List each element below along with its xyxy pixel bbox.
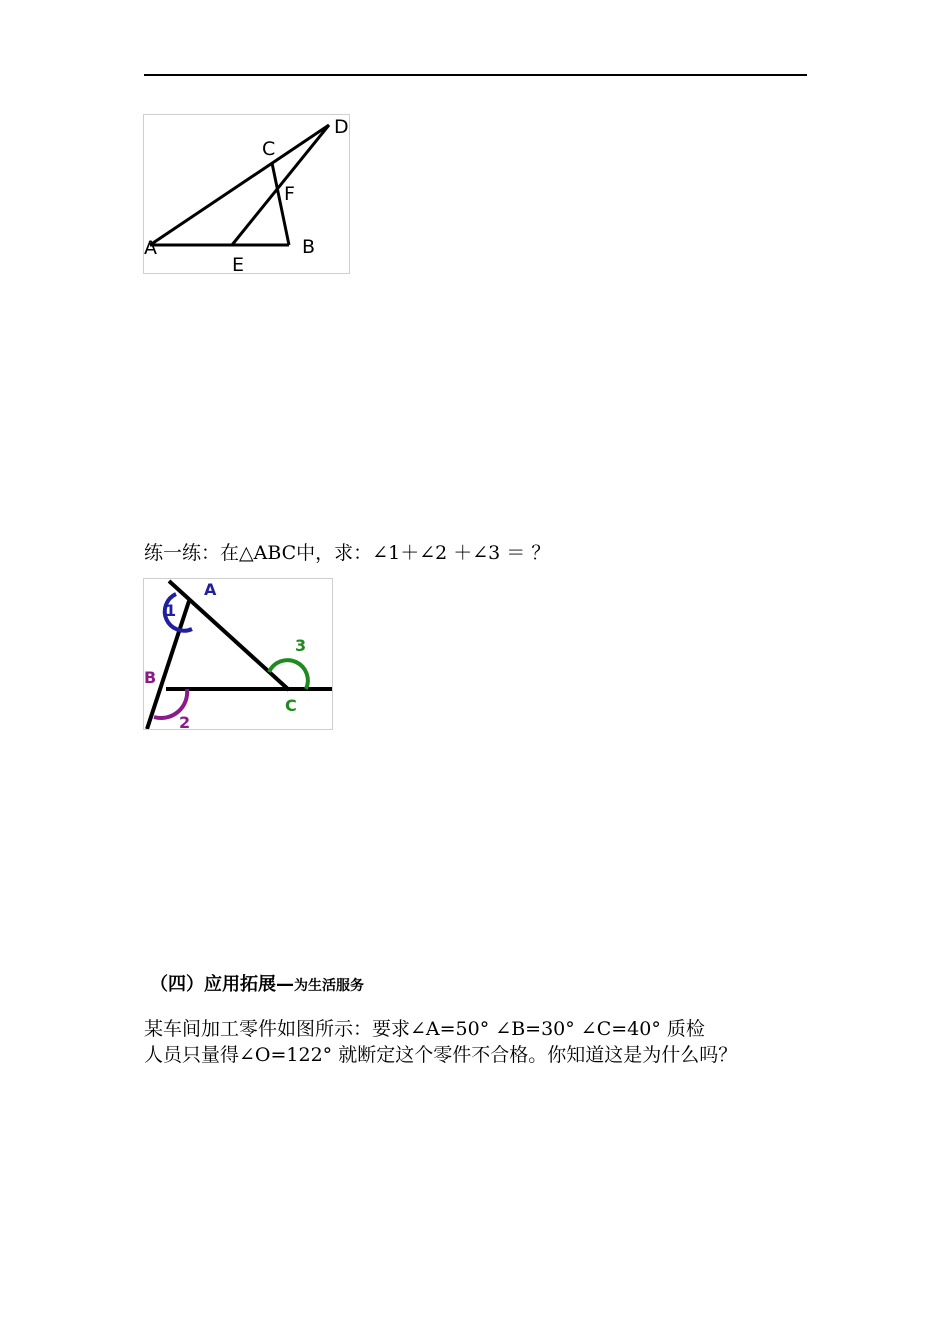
section-heading: [150, 973, 364, 998]
problem-text-line-1: 某车间加工零件如图所示：要求∠A=50° ∠B=30° ∠C=40° 质检: [144, 1018, 705, 1040]
point-label-d: D: [334, 116, 349, 138]
angle-label-2: 2: [179, 713, 191, 729]
segment-ad: [150, 125, 329, 245]
angle-label-3: 3: [295, 636, 307, 655]
line-ac: [169, 581, 289, 690]
point-label-a: A: [204, 580, 217, 599]
section-title: （四）应用拓展—: [150, 974, 294, 995]
point-label-e: E: [232, 254, 245, 273]
exercise-question: 练一练：在△ABC中，求：∠1＋∠2 ＋∠3 ＝ ？: [144, 542, 551, 564]
problem-text-line-2: 人员只量得∠O=122° 就断定这个零件不合格。你知道这是为什么吗？: [144, 1044, 738, 1066]
point-label-a: A: [144, 237, 157, 259]
triangle-exterior-angles-figure: [143, 578, 333, 730]
segment-ed: [232, 125, 329, 245]
angle-label-1: 1: [165, 601, 177, 620]
point-label-c: C: [285, 696, 297, 715]
point-label-b: B: [144, 668, 157, 687]
triangle-figure-abcdef: [143, 114, 350, 274]
point-label-b: B: [302, 236, 316, 258]
header-rule: [144, 74, 807, 76]
section-subtitle: 为生活服务: [294, 978, 364, 994]
point-label-c: C: [262, 138, 276, 160]
point-label-f: F: [284, 183, 295, 205]
